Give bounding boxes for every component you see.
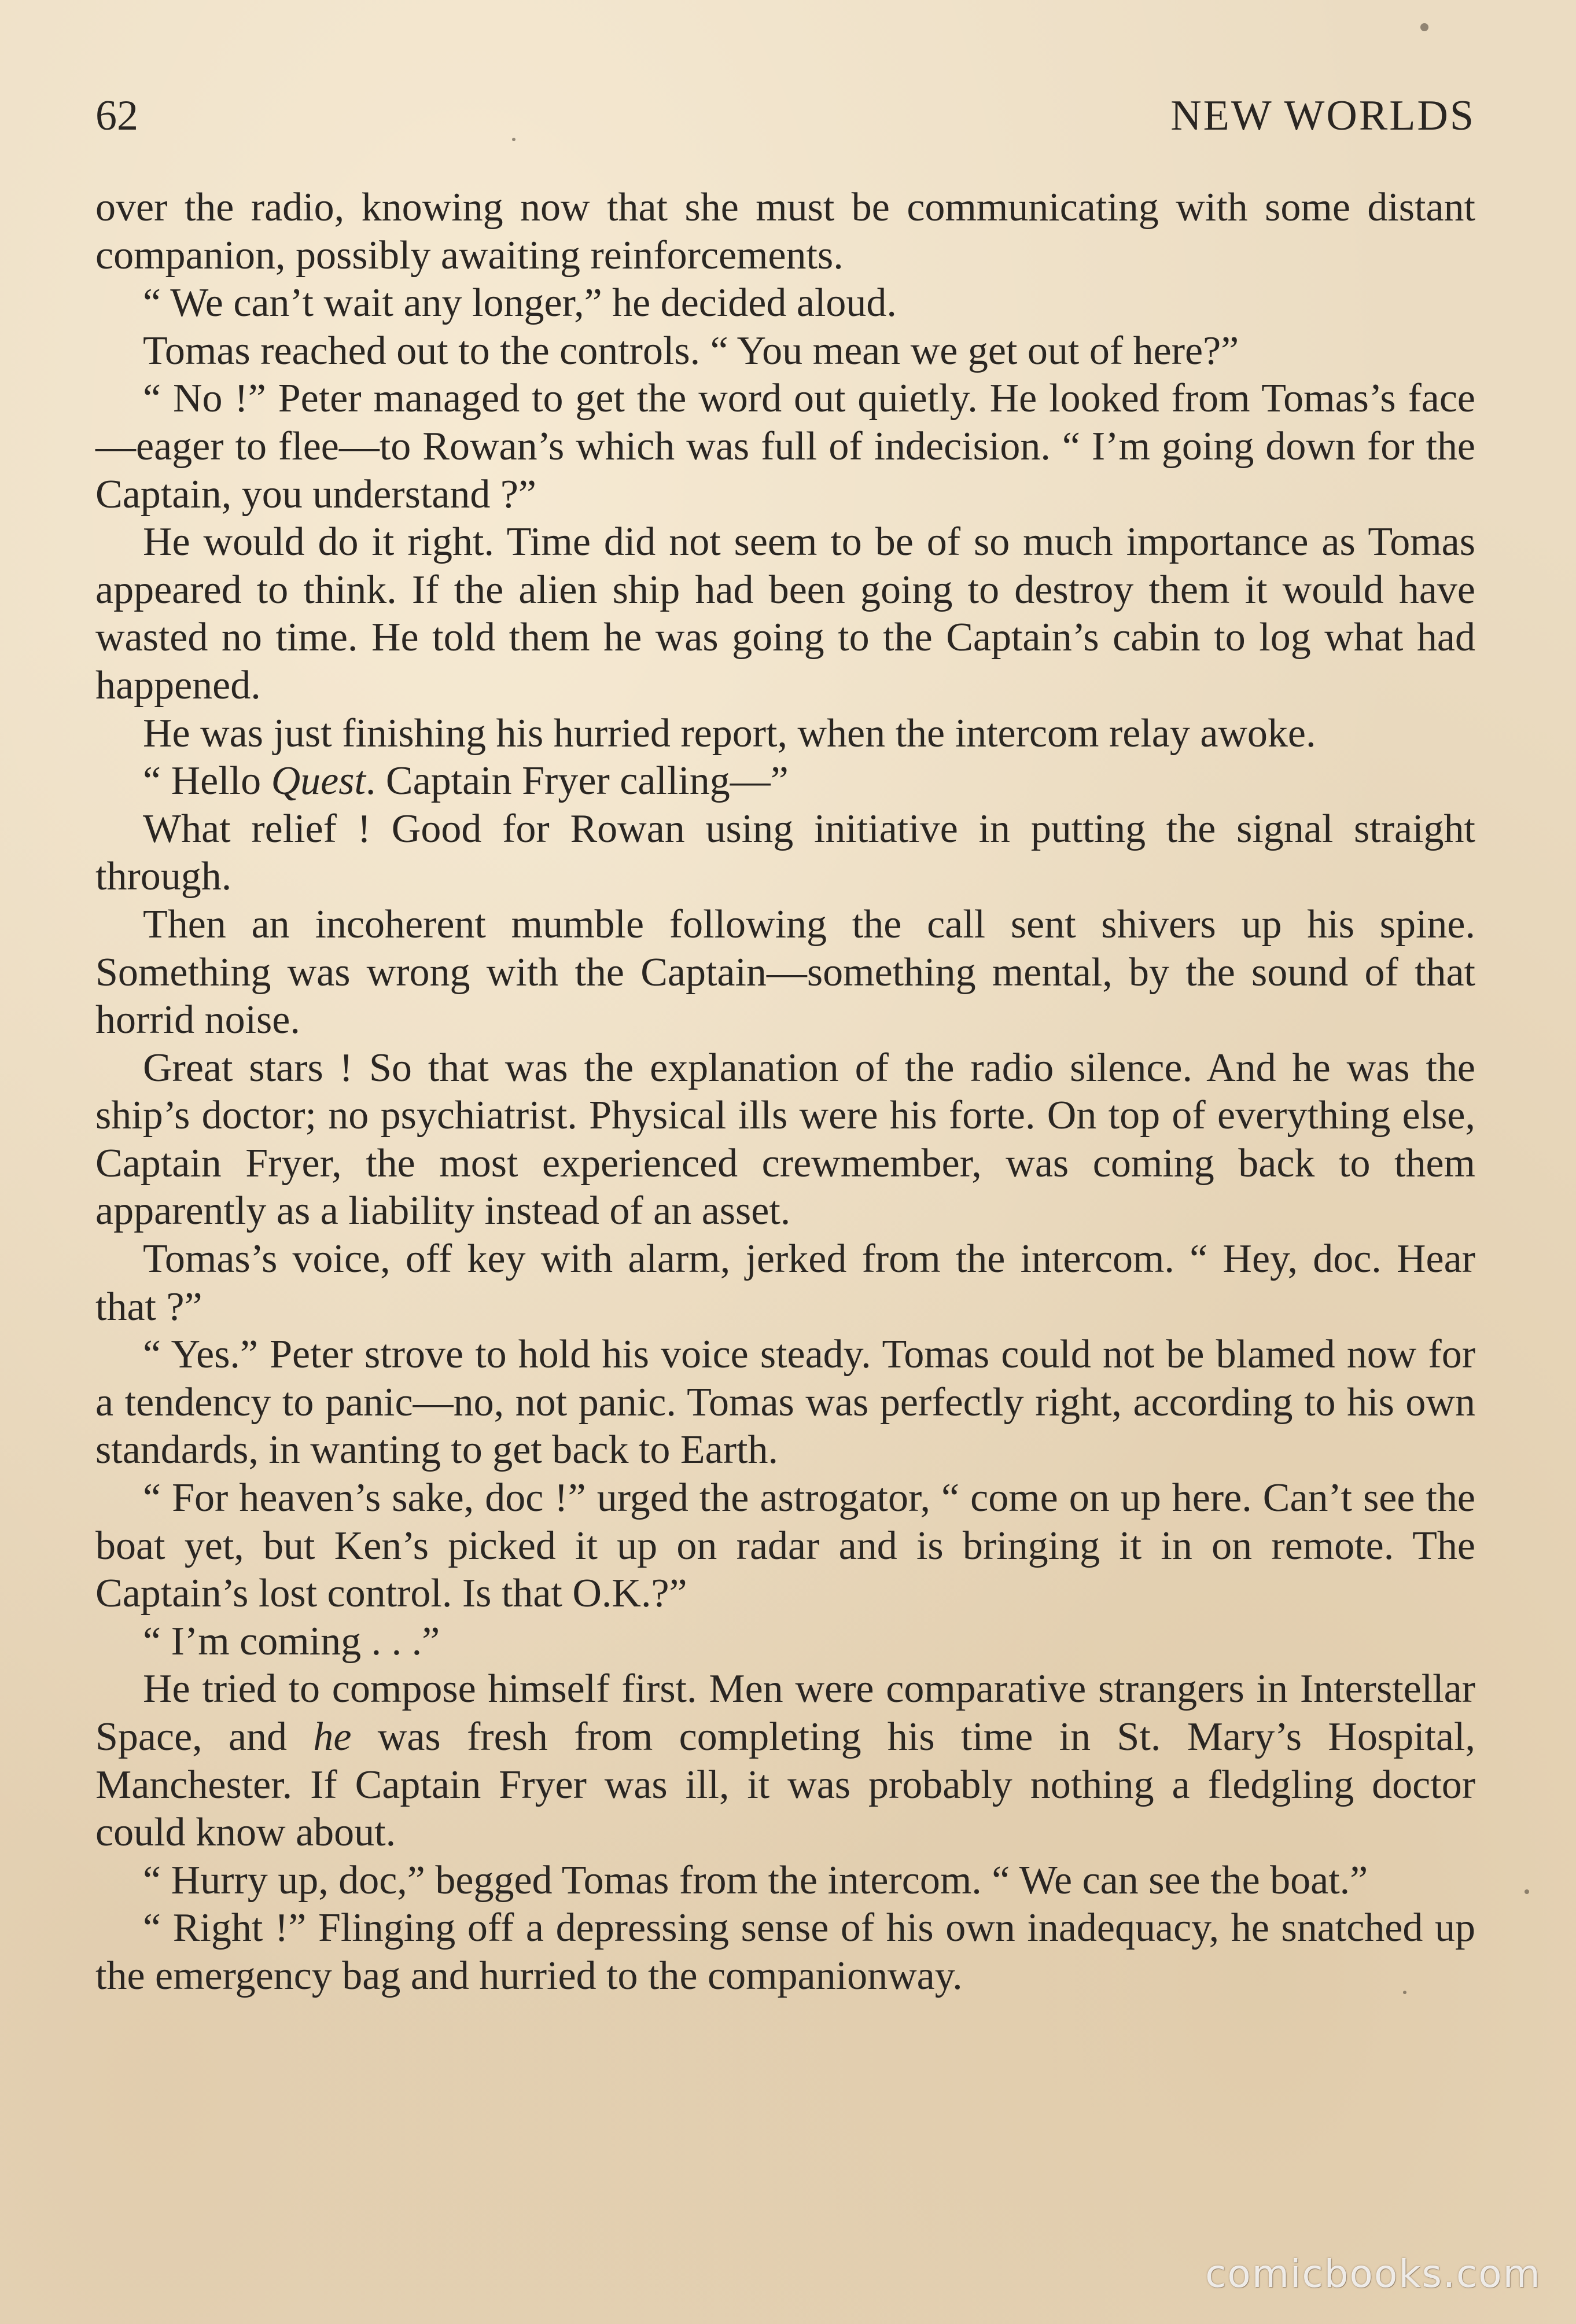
page-number: 62: [95, 92, 138, 139]
emphasis: he: [313, 1715, 352, 1759]
paragraph: Then an incoherent mumble following the call sent shivers up his spine. Something was wrong with the Captain—something mental, by the sound of that horrid noise.: [95, 902, 1475, 1043]
paragraph: Tomas’s voice, off key with alarm, jerked from the intercom. “ Hey, doc. Hear that ?”: [95, 1237, 1475, 1329]
paragraph: “ I’m coming . . .”: [143, 1619, 440, 1664]
text-run: was fresh from completing his time in St. Mary’s Hospital, Manchester. If Captain Fryer was ill, it was probably nothing a fledgling doctor could know about.: [95, 1715, 1475, 1855]
paragraph: “ No !” Peter managed to get the word out quietly. He looked from Tomas’s face—eager to flee—to Rowan’s which was full of indecision. “ I’m going down for the Captain, you understand ?”: [95, 376, 1475, 517]
running-head: [95, 87, 1475, 145]
paragraph: Tomas reached out to the controls. “ You mean we get out of here?”: [143, 328, 1239, 373]
text-run: He tried to compose himself first. Men were comparative strangers in Interstellar Space, and: [95, 1667, 1475, 1759]
paragraph: “ For heaven’s sake, doc !” urged the astrogator, “ come on up here. Can’t see the boat yet, but Ken’s picked it up on radar and is bringing it in on remote. The Captain’s lost control. Is that O.K.?”: [95, 1476, 1475, 1616]
paragraph: “ We can’t wait any longer,” he decided aloud.: [143, 281, 897, 326]
story-text: [95, 184, 1475, 2001]
text-run: “ Hello: [143, 759, 271, 804]
paragraph: What relief ! Good for Rowan using initiative in putting the signal straight through.: [95, 806, 1475, 899]
paragraph-he: [95, 1665, 1475, 1856]
paragraph: “ Hurry up, doc,” begged Tomas from the intercom. “ We can see the boat.”: [143, 1858, 1368, 1903]
paragraph-hello: [95, 757, 1475, 806]
paragraph: He was just finishing his hurried report, when the intercom relay awoke.: [143, 711, 1316, 756]
paragraph: “ Right !” Flinging off a depressing sense of his own inadequacy, he snatched up the emergency bag and hurried to the companionway.: [95, 1906, 1475, 1998]
paper-speck: [1525, 1889, 1529, 1894]
paragraph: “ Yes.” Peter strove to hold his voice steady. Tomas could not be blamed now for a tendency to panic—no, not panic. Tomas was perfectly right, according to his own standards, in wanting to get back to Earth.: [95, 1332, 1475, 1473]
paragraph: He would do it right. Time did not seem to be of so much importance as Tomas appeared to think. If the alien ship had been going to destroy them it would have wasted no time. He told them he was going to the Captain’s cabin to log what had happened.: [95, 520, 1475, 708]
journal-title: NEW WORLDS: [1170, 92, 1475, 139]
paragraph: Great stars ! So that was the explanation of the radio silence. And he was the ship’s doctor; no psychiatrist. Physical ills were his forte. On top of everything else, Captain Fryer, the most experienced crewmember, was coming back to them apparently as a liability instead of an asset.: [95, 1045, 1475, 1234]
text-run: . Captain Fryer calling—”: [365, 759, 789, 804]
ship-name: Quest: [271, 759, 366, 804]
watermark: comicbooks.com: [1205, 2252, 1541, 2296]
paper-speck: [1420, 23, 1428, 31]
paragraph: over the radio, knowing now that she must be communicating with some distant companion, possibly awaiting reinforcements.: [95, 185, 1475, 278]
